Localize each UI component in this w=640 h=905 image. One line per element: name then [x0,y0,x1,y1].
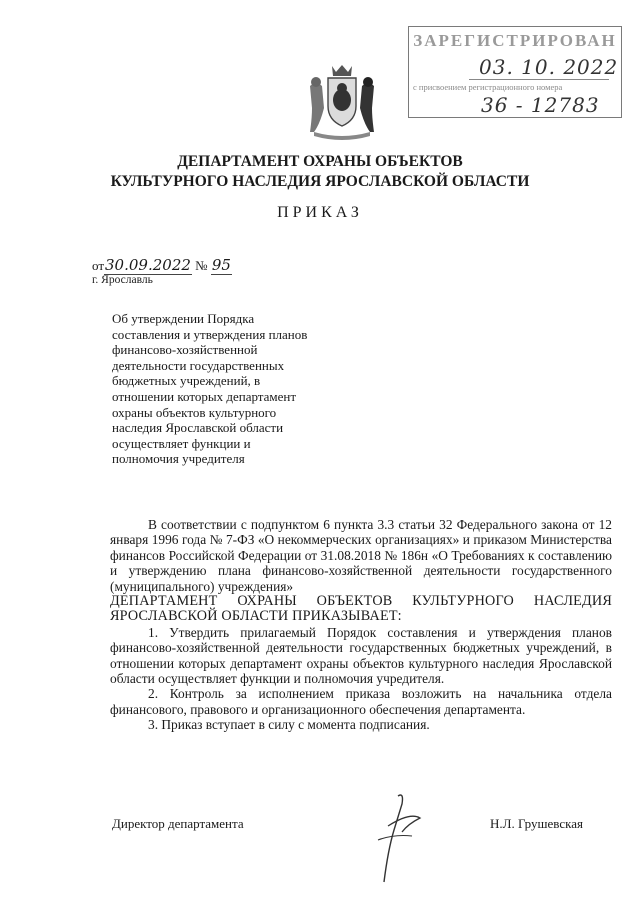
order-number: 95 [211,256,231,274]
department-line-1: ДЕПАРТАМЕНТ ОХРАНЫ ОБЪЕКТОВ [177,153,463,170]
order-subject [112,311,358,467]
stamp-note: с присвоением регистрационного номера [413,82,563,92]
subject-line: деятельности государственных [112,357,285,373]
subject-line: составления и утверждения планов [112,326,308,342]
subject-line: охраны объектов культурного [112,404,277,420]
subject-line: полномочия учредителя [112,451,245,467]
order-date-number [92,256,232,275]
handwritten-signature-icon [358,790,448,890]
order-prefix: от [92,258,105,273]
preamble-paragraph: В соответствии с подпунктом 6 пункта 3.3 статьи 32 Федерального закона от 12 января 1996 года № 7-ФЗ «О некоммерческих организациях» и приказом Министерства финансов Российской Федерации от 31.08.2018 № 186н «О Требованиях к составлению и утверждению плана финансово-хозяйственной деятельности государственного (муниципального) учреждения» [110,517,612,594]
stamp-title: ЗАРЕГИСТРИРОВАН [413,31,617,50]
registration-stamp [408,26,622,118]
stamp-rule [469,79,609,80]
order-number-label: № [195,258,208,273]
subject-line: наследия Ярославской области [112,420,284,436]
subject-line: финансово-хозяйственной [112,342,258,358]
subject-line: бюджетных учреждений, в [112,373,261,389]
signer-name: Н.Л. Грушевская [490,816,583,831]
signer-position: Директор департамента [112,816,244,831]
item-3-paragraph: 3. Приказ вступает в силу с момента подписания. [148,717,430,733]
item-1-paragraph: 1. Утвердить прилагаемый Порядок составления и утверждения планов финансово-хозяйственной деятельности государственных бюджетных учреждений, в отношении которых департамент охраны объектов культурного наследия Ярославской области осуществляет функции и полномочия учредителя. [110,624,612,687]
department-line-2: КУЛЬТУРНОГО НАСЛЕДИЯ ЯРОСЛАВСКОЙ ОБЛАСТИ [110,173,530,190]
department-name [0,152,640,192]
subject-line: Об утверждении Порядка [112,311,255,326]
subject-line: осуществляет функции и [112,435,251,451]
coat-of-arms-icon [304,62,380,140]
stamp-date: 03. 10. 2022 [479,55,619,79]
order-date: 30.09.2022 [105,256,191,274]
document-type: ПРИКАЗ [277,204,363,221]
subject-line: отношении которых департамент [112,388,297,404]
order-city: г. Ярославль [92,274,153,286]
decree-paragraph: ДЕПАРТАМЕНТ ОХРАНЫ ОБЪЕКТОВ КУЛЬТУРНОГО НАСЛЕДИЯ ЯРОСЛАВСКОЙ ОБЛАСТИ ПРИКАЗЫВАЕТ: [110,593,612,625]
order-body [110,517,612,733]
item-2-paragraph: 2. Контроль за исполнением приказа возложить на начальника отдела финансового, правового и организационного обеспечения департамента. [110,686,612,717]
stamp-number: 36 - 12783 [481,93,600,117]
